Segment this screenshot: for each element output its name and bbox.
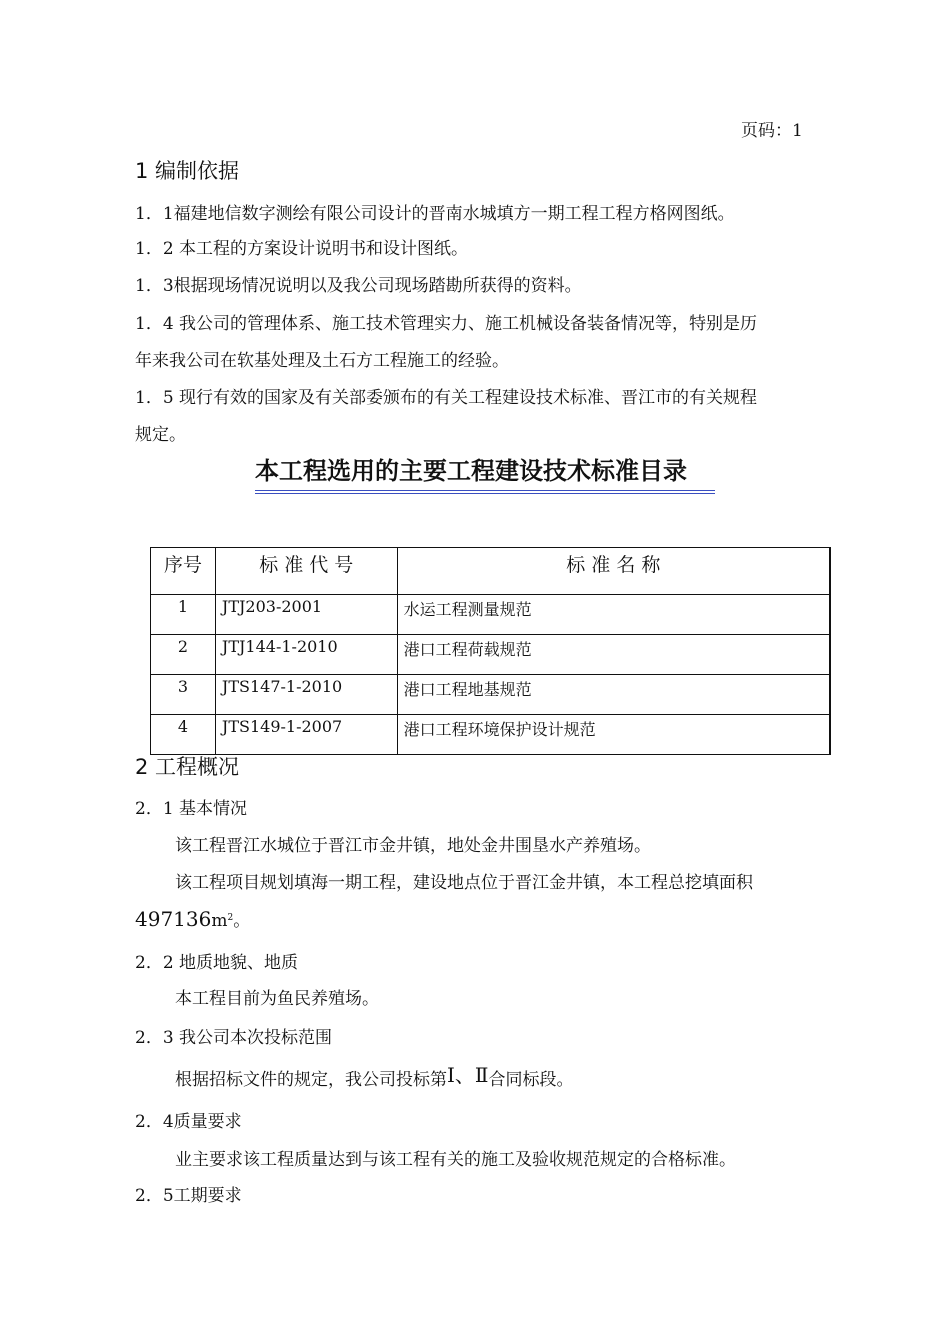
row-name: 港口工程环境保护设计规范 — [397, 715, 830, 755]
row-code: JTS149-1-2007 — [215, 715, 397, 755]
section-1-item-3: 1．3根据现场情况说明以及我公司现场踏勘所获得的资料。 — [135, 276, 582, 296]
row-seq: 1 — [151, 595, 216, 635]
section-1-title: 1 编制依据 — [135, 159, 240, 183]
area-end: 。 — [233, 911, 251, 931]
row-seq: 3 — [151, 675, 216, 715]
row-name: 港口工程荷载规范 — [397, 635, 830, 675]
table-row — [151, 675, 831, 715]
section-2-1-heading: 2．1 基本情况 — [135, 799, 248, 819]
section-2-4-para: 业主要求该工程质量达到与该工程有关的施工及验收规范规定的合格标准。 — [175, 1150, 736, 1170]
section-1-item-4: 1．4 我公司的管理体系、施工技术管理实力、施工机械设备装备情况等，特别是历 — [135, 314, 758, 334]
header-name: 标 准 名 称 — [397, 548, 830, 595]
section-2-title: 2 工程概况 — [135, 755, 240, 779]
standards-list-title: 本工程选用的主要工程建设技术标准目录 — [255, 457, 687, 485]
section-1-item-4-cont: 年来我公司在软基处理及土石方工程施工的经验。 — [135, 351, 509, 371]
standards-table — [150, 547, 831, 755]
section-1-item-2: 1．2 本工程的方案设计说明书和设计图纸。 — [135, 239, 469, 259]
section-2-3-heading: 2．3 我公司本次投标范围 — [135, 1028, 333, 1048]
section-2-2-heading: 2．2 地质地貌、地质 — [135, 953, 299, 973]
table-row — [151, 635, 831, 675]
section-2-1-area — [135, 907, 250, 932]
row-code: JTS147-1-2010 — [215, 675, 397, 715]
row-name: 水运工程测量规范 — [397, 595, 830, 635]
table-header-row — [151, 548, 831, 595]
row-code: JTJ144-1-2010 — [215, 635, 397, 675]
section-2-3-para-b: 合同标段。 — [488, 1070, 574, 1090]
section-2-3-para-a: 根据招标文件的规定，我公司投标第 — [175, 1070, 447, 1090]
table-row — [151, 715, 831, 755]
section-2-2-para: 本工程目前为鱼民养殖场。 — [175, 989, 379, 1009]
area-unit-superscript: 2 — [227, 913, 234, 923]
section-2-1-para-1: 该工程晋江水城位于晋江市金井镇，地处金井围垦水产养殖场。 — [175, 836, 651, 856]
row-code: JTJ203-2001 — [215, 595, 397, 635]
section-1-item-1: 1．1福建地信数字测绘有限公司设计的晋南水城填方一期工程工程方格网图纸。 — [135, 204, 735, 224]
row-seq: 4 — [151, 715, 216, 755]
section-1-item-5: 1．5 现行有效的国家及有关部委颁布的有关工程建设技术标准、晋江市的有关规程 — [135, 388, 758, 408]
page-number: 页码：1 — [741, 121, 803, 141]
area-value: 497136 — [135, 907, 212, 931]
section-1-item-5-cont: 规定。 — [135, 425, 186, 445]
contract-sections-roman: Ⅰ、Ⅱ — [447, 1063, 489, 1087]
area-unit: m — [211, 911, 228, 931]
title-underline — [255, 490, 715, 491]
section-2-1-para-2: 该工程项目规划填海一期工程，建设地点位于晋江金井镇，本工程总挖填面积 — [175, 873, 753, 893]
section-2-5-heading: 2．5工期要求 — [135, 1186, 242, 1206]
title-underline-2 — [255, 493, 715, 494]
header-seq: 序号 — [151, 548, 216, 595]
section-2-4-heading: 2．4质量要求 — [135, 1112, 242, 1132]
table-row — [151, 595, 831, 635]
row-seq: 2 — [151, 635, 216, 675]
header-code: 标 准 代 号 — [215, 548, 397, 595]
row-name: 港口工程地基规范 — [397, 675, 830, 715]
section-2-3-para — [175, 1063, 574, 1091]
